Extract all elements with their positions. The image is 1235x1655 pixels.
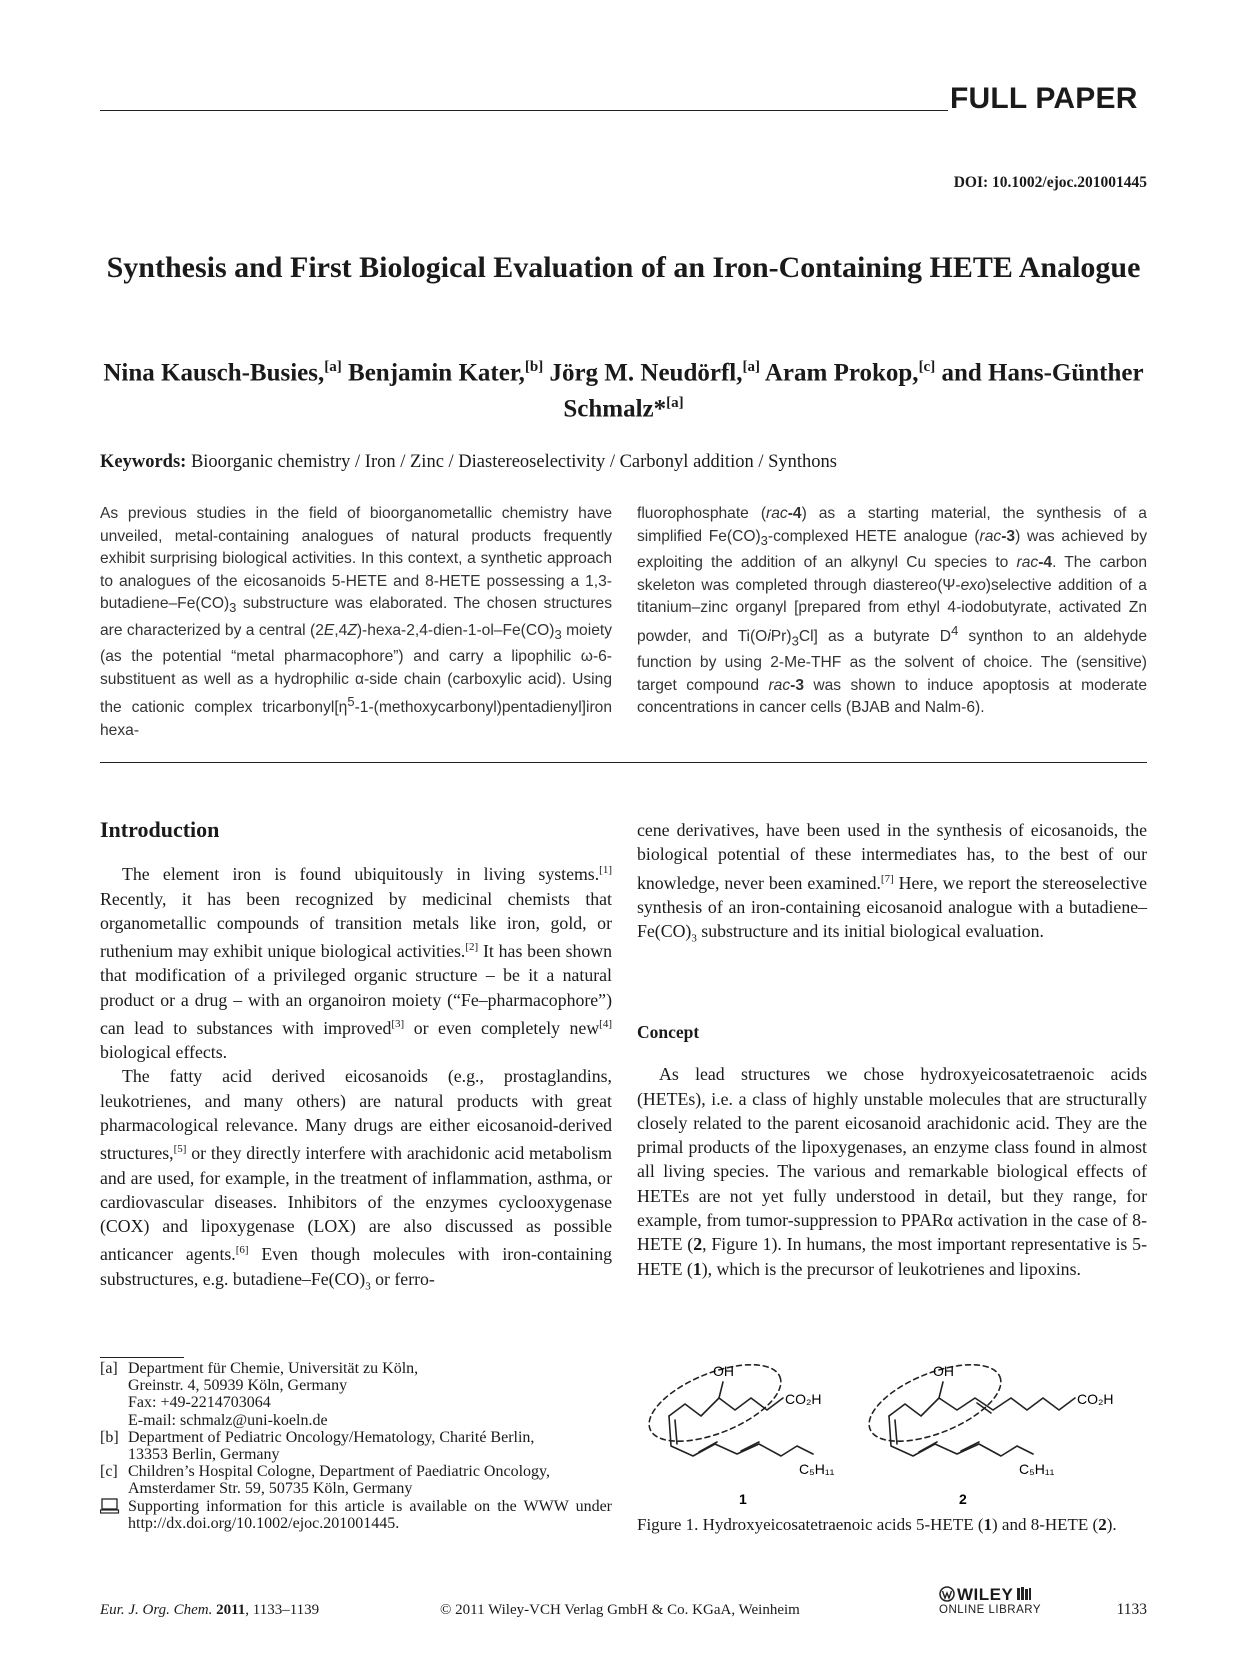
caption-text: ) and 8-HETE ( [992, 1515, 1099, 1534]
footnote-line: Greinstr. 4, 50939 Köln, Germany [128, 1377, 348, 1395]
compound-ref: 1 [983, 1515, 992, 1534]
paragraph [100, 858, 612, 1064]
abstract-text: moiety (as the potential “metal pharmacophore”) and carry a lipophilic ω-6-substituent as well as a hydrophilic α-side chain (carboxylic acid). Using the cationic complex tricarbonyl[η [100, 621, 613, 717]
italic-text: rac [766, 505, 788, 522]
caption-text: ). [1106, 1515, 1117, 1534]
wiley-w-icon [939, 1586, 957, 1602]
oh-bond [719, 1382, 723, 1398]
italic-text: E [323, 621, 335, 639]
abstract-right-column [637, 503, 1147, 720]
introduction-section [100, 818, 612, 1299]
paper-title: Synthesis and First Biological Evaluation of an Iron-Containing HETE Analogue [106, 251, 1141, 284]
affiliation-marker: [c] [918, 359, 936, 375]
caption-text: Figure 1. Hydroxyeicosatetraenoic acids 5-HETE ( [637, 1515, 984, 1534]
journal-name: Eur. J. Org. Chem. [100, 1602, 213, 1618]
compound-number: 2 [959, 1491, 967, 1506]
section-heading: Introduction [100, 817, 220, 842]
footnote-line: Fax: +49-2214703064 [128, 1394, 271, 1412]
italic-text: rac [979, 527, 1002, 545]
paragraph [637, 1062, 1147, 1281]
compound-ref: 2 [693, 1234, 703, 1255]
journal-year: 2011 [216, 1602, 246, 1618]
abstract-text: )-hexa-2,4-dien-1-ol–Fe(CO) [356, 621, 555, 639]
subscript: 3 [365, 1280, 371, 1293]
text: Even though molecules with iron-containing substructures, e.g. butadiene–Fe(CO) [100, 1244, 612, 1289]
citation-link[interactable]: [3] [391, 1017, 405, 1030]
affiliation-marker: [a] [666, 395, 684, 412]
affiliation-marker: [a] [324, 359, 342, 375]
supporting-info-text[interactable]: Supporting information for this article is available on the WWW under http://dx.doi.org/10.1002/ejoc.201001445. [128, 1497, 612, 1532]
author-name: Jörg M. Neudörfl, [549, 359, 743, 387]
italic-text: rac [768, 676, 791, 694]
text: The element iron is found ubiquitously in living systems. [122, 864, 600, 885]
text: As lead structures we chose hydroxyeicosatetraenoic acids (HETEs), i.e. a class of highly unstable molecules that are structurally closely related to the parent eicosanoid arachidonic acid. They are the primal products of the lipoxygenases, an enzyme class found in almost all living species. The various and remarkable biological effects of HETEs are not yet fully understood in detail, but they range, for example, from tumor-suppression to PPARα activation in the case of 8-HETE ( [637, 1064, 1147, 1255]
text: ), which is the precursor of leukotrienes and lipoxins. [701, 1258, 1081, 1279]
text: or ferro- [370, 1268, 435, 1289]
keywords-text: Bioorganic chemistry / Iron / Zinc / Diastereoselectivity / Carbonyl addition / Synthons [190, 452, 837, 472]
footnote-line: Amsterdamer Str. 59, 50735 Köln, Germany [128, 1480, 413, 1498]
journal-pages: , 1133–1139 [245, 1602, 320, 1618]
affiliation-marker: [b] [100, 1428, 119, 1446]
wiley-name: WILEY [957, 1585, 1014, 1604]
author-name: and Hans-Günther Schmalz* [563, 359, 1144, 423]
italic-text: Z [347, 621, 357, 639]
abstract-text: ) as a starting material, the synthesis of a simplified Fe(CO) [637, 505, 1147, 545]
subscript: 3 [691, 932, 697, 945]
paragraph [100, 1064, 612, 1298]
abstract-text: . The carbon skeleton was completed through diastereo(Ψ- [637, 554, 1147, 594]
keywords [100, 452, 1150, 473]
abstract-text: -1-(methoxycarbonyl)pentadienyl]iron hexa- [100, 699, 612, 739]
keywords-label: Keywords: [100, 452, 187, 472]
text: It has been shown that modification of a privileged organic structure – be it a natural product or a drug – with an organoiron moiety (“Fe–pharmacophore”) can lead to substances with improved [100, 941, 612, 1038]
oh-bond [939, 1382, 943, 1398]
citation-link[interactable]: [5] [173, 1143, 187, 1156]
citation-link[interactable]: [7] [880, 872, 894, 885]
citation-link[interactable]: [6] [235, 1244, 249, 1257]
introduction-continuation [637, 818, 1147, 951]
subscript: 3 [554, 626, 562, 642]
paragraph [637, 818, 1147, 951]
email-link[interactable]: E-mail: schmalz@uni-koeln.de [128, 1411, 328, 1429]
author-list [100, 352, 1147, 425]
computer-icon [100, 1498, 128, 1532]
abstract-text: fluorophosphate ( [637, 505, 767, 522]
wiley-online-library-logo[interactable] [939, 1585, 1041, 1616]
affiliation-marker: [a] [100, 1360, 118, 1377]
abstract-text: , [334, 621, 339, 639]
abstract-text: Pr) [770, 627, 792, 645]
superscript: 5 [347, 694, 355, 710]
footnote-line: Children’s Hospital Cologne, Department of Paediatric Oncology, [128, 1463, 550, 1481]
affiliations [100, 1360, 612, 1532]
figure-1-structures [637, 1356, 1147, 1506]
abstract-text: As previous studies in the field of bioorganometallic chemistry have unveiled, metal-containing analogues of natural products frequently exhibit surprising biological activities. In this context, a synthetic approach to analogues of the eicosanoids 5-HETE and 8-HETE possessing a 1,3-butadiene–Fe(CO) [100, 505, 612, 612]
text: Here, we report the stereoselective synthesis of an iron-containing eicosanoid analogue with a butadiene–Fe(CO) [637, 872, 1147, 942]
author-name: Aram Prokop, [764, 359, 919, 387]
c5h11-label: C₅H₁₁ [1019, 1461, 1055, 1477]
copyright: © 2011 Wiley-VCH Verlag GmbH & Co. KGaA, Weinheim [440, 1602, 800, 1618]
doi[interactable]: DOI: 10.1002/ejoc.201001445 [953, 174, 1147, 191]
chain-lower [889, 1416, 1033, 1456]
concept-section [637, 1020, 1147, 1281]
oh-label: OH [713, 1363, 734, 1379]
text: or they directly interfere with arachidonic acid metabolism and are used, for example, in the treatment of inflammation, asthma, or cardiovascular diseases. Inhibitors of the enzymes cyclooxygenase (COX) and lipoxygenase (LOX) are also discussed as possible anticancer agents. [100, 1143, 612, 1265]
oh-label: OH [933, 1363, 954, 1379]
abstract-text: )selective addition of a titanium–zinc organyl [prepared from ethyl 4-iodobutyrate, activated Zn powder, and Ti(O [637, 576, 1147, 645]
abstract-text: Cl] as a butyrate D [798, 627, 952, 645]
wiley-subtitle: ONLINE LIBRARY [939, 1604, 1042, 1616]
affiliation-marker: [a] [742, 359, 760, 375]
subscript: 3 [229, 600, 237, 616]
compound-number: 1 [739, 1491, 747, 1506]
abstract-text: ) was achieved by exploiting the addition of an alkynyl Cu species to [637, 527, 1147, 572]
subscript: 3 [760, 532, 768, 548]
subsection-heading: Concept [637, 1022, 700, 1042]
author-name: Benjamin Kater, [348, 359, 525, 387]
compound-ref: -4 [1038, 554, 1053, 572]
footnote-line: Department für Chemie, Universität zu Köln, [128, 1360, 419, 1377]
citation-link[interactable]: [4] [599, 1017, 612, 1030]
c5h11-label: C₅H₁₁ [799, 1461, 835, 1477]
affiliation-a [100, 1360, 612, 1429]
abstract-text: substructure was elaborated. The chosen structures are characterized by a central (2 [100, 595, 612, 639]
compound-ref: -4 [787, 505, 802, 522]
text: , Figure 1). In humans, the most important representative is 5-HETE ( [637, 1234, 1147, 1279]
affiliation-b [100, 1429, 612, 1463]
abstract-text: synthon to an aldehyde function by using 2-Me-THF as the solvent of choice. The (sensitive) target compound [637, 627, 1148, 694]
co2h-label: CO₂H [785, 1391, 822, 1407]
chain-lower [669, 1416, 813, 1456]
abstract-rule [100, 762, 1147, 763]
italic-text: exo [960, 576, 986, 594]
header-rule [100, 110, 948, 111]
affiliation-marker: [c] [100, 1463, 118, 1481]
affiliation-marker: [b] [524, 359, 544, 375]
citation-link[interactable]: [2] [465, 941, 479, 954]
co2h-label: CO₂H [1077, 1391, 1114, 1407]
affiliation-c [100, 1463, 612, 1497]
compound-ref: -3 [790, 676, 804, 694]
page-number: 1133 [1116, 1601, 1147, 1618]
author-name: Nina Kausch-Busies, [103, 359, 325, 387]
abstract-text: was shown to induce apoptosis at moderate concentrations in cancer cells (BJAB and Nalm-6). [637, 676, 1147, 717]
italic-text: i [767, 627, 771, 645]
journal-reference [100, 1602, 319, 1619]
book-icon [1016, 1586, 1032, 1602]
footnote-rule [100, 1357, 184, 1358]
superscript: 4 [951, 622, 959, 638]
compound-ref: -3 [1001, 527, 1016, 545]
footnote-line: Department of Pediatric Oncology/Hematology, Charité Berlin, [128, 1428, 535, 1446]
abstract-left-column: As previous studies in the field of bioorganometallic chemistry have unveiled, metal-containing analogues of natural products frequently exhibit surprising biological activities. In this context, a synthetic approach to analogues of the eicosanoids 5-HETE and 8-HETE possessing a $1,3-butadiene-Fe(CO)_3$ substructure was elaborated. The chosen structures are characterized by a central $(2E,4Z)-hexa-2,4-dien-1-ol-Fe(CO)_3$ moiety (as the potential “metal pharmacophore”) and carry a lipophilic ω-6-substituent as well as a hydrophilic α-side chain (carboxylic acid). Using the cationic complex $tricarbonyl[\eta^5-1-(methoxycarbonyl)pentadienyl]iron$ hexa- [100, 505, 613, 739]
text: biological effects. [100, 1042, 228, 1063]
footnote-line: 13353 Berlin, Germany [128, 1446, 280, 1464]
subscript: 3 [791, 632, 799, 648]
compound-ref: 1 [692, 1258, 702, 1279]
text: cene derivatives, have been used in the synthesis of eicosanoids, the biological potential of these intermediates has, to the best of our knowledge, never been examined. [637, 820, 1147, 893]
text: Recently, it has been recognized by medicinal chemists that organometallic compounds of transition metals like iron, gold, or ruthenium may exhibit unique biological activities. [100, 888, 612, 962]
figure-caption [637, 1514, 1147, 1536]
supporting-info [100, 1498, 612, 1532]
wiley-brand [939, 1585, 1041, 1605]
text: The fatty acid derived eicosanoids (e.g., prostaglandins, leukotrienes, and many others) are natural products with great pharmacological relevance. Many drugs are either eicosanoid-derived structures, [100, 1066, 612, 1164]
abstract-text: -complexed HETE analogue ( [767, 527, 980, 545]
italic-text: rac [1016, 554, 1039, 572]
citation-link[interactable]: [1] [599, 864, 612, 877]
text: substructure and its initial biological evaluation. [696, 921, 1044, 942]
section-label: FULL PAPER [950, 82, 1138, 115]
text: or even completely new [404, 1017, 600, 1038]
compound-ref: 2 [1098, 1515, 1107, 1534]
